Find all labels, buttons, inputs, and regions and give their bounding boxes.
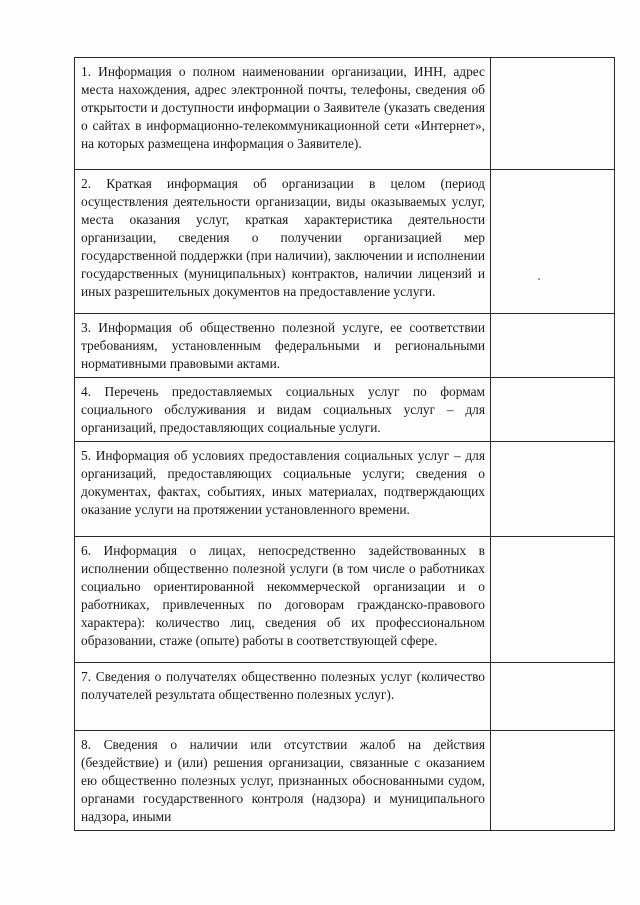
table-row	[75, 170, 615, 314]
table-row	[75, 378, 615, 442]
table-row	[75, 442, 615, 537]
criterion-text: 2. Краткая информация об организации в целом (период осуществления деятельности организации, виды оказываемых услуг, места оказания услуг, краткая характеристика деятельности организации, сведения о получении организацией мер государственной поддержки (при наличии), заключении и исполнении государственных (муниципальных) контрактов, наличии лицензий и иных разрешительных документов на предоставление услуги.	[75, 170, 491, 314]
criteria-table	[74, 57, 615, 831]
value-cell[interactable]	[491, 314, 615, 378]
table-row	[75, 537, 615, 663]
table-row	[75, 58, 615, 170]
value-cell[interactable]	[491, 731, 615, 831]
value-cell[interactable]	[491, 58, 615, 170]
criterion-text: 7. Сведения о получателях общественно полезных услуг (количество получателей результата общественно полезных услуг).	[75, 663, 491, 731]
criterion-text: 1. Информация о полном наименовании организации, ИНН, адрес места нахождения, адрес электронной почты, телефоны, сведения об открытости и доступности информации о Заявителе (указать сведения о сайтах в информационно-телекоммуникационной сети «Интернет», на которых размещена информация о Заявителе).	[75, 58, 491, 170]
value-cell[interactable]	[491, 537, 615, 663]
criterion-text: 8. Сведения о наличии или отсутствии жалоб на действия (бездействие) и (или) решения организации, связанные с оказанием ею общественно полезных услуг, признанных обоснованными судом, органами государственного контроля (надзора) и муниципального надзора, иными	[75, 731, 491, 831]
criterion-text: 4. Перечень предоставляемых социальных услуг по формам социального обслуживания и видам социальных услуг – для организаций, предоставляющих социальные услуги.	[75, 378, 491, 442]
value-cell[interactable]	[491, 378, 615, 442]
table-row	[75, 731, 615, 831]
table-row	[75, 314, 615, 378]
criterion-text: 5. Информация об условиях предоставления социальных услуг – для организаций, предоставляющих социальные услуги; сведения о документах, фактах, событиях, иных материалах, подтверждающих оказание услуги на протяжении установленного времени.	[75, 442, 491, 537]
criterion-text: 3. Информация об общественно полезной услуге, ее соответствии требованиям, установленным федеральными и региональными нормативными правовыми актами.	[75, 314, 491, 378]
value-cell[interactable]	[491, 663, 615, 731]
value-cell[interactable]	[491, 442, 615, 537]
table-row	[75, 663, 615, 731]
value-cell[interactable]	[491, 170, 615, 314]
criterion-text: 6. Информация о лицах, непосредственно задействованных в исполнении общественно полезной услуги (в том числе о работниках социально ориентированной некоммерческой организации и о работниках, привлеченных по договорам гражданско-правового характера): количество лиц, сведения об их профессиональном образовании, стаже (опыте) работы в соответствующей сфере.	[75, 537, 491, 663]
scan-speck	[538, 278, 540, 280]
